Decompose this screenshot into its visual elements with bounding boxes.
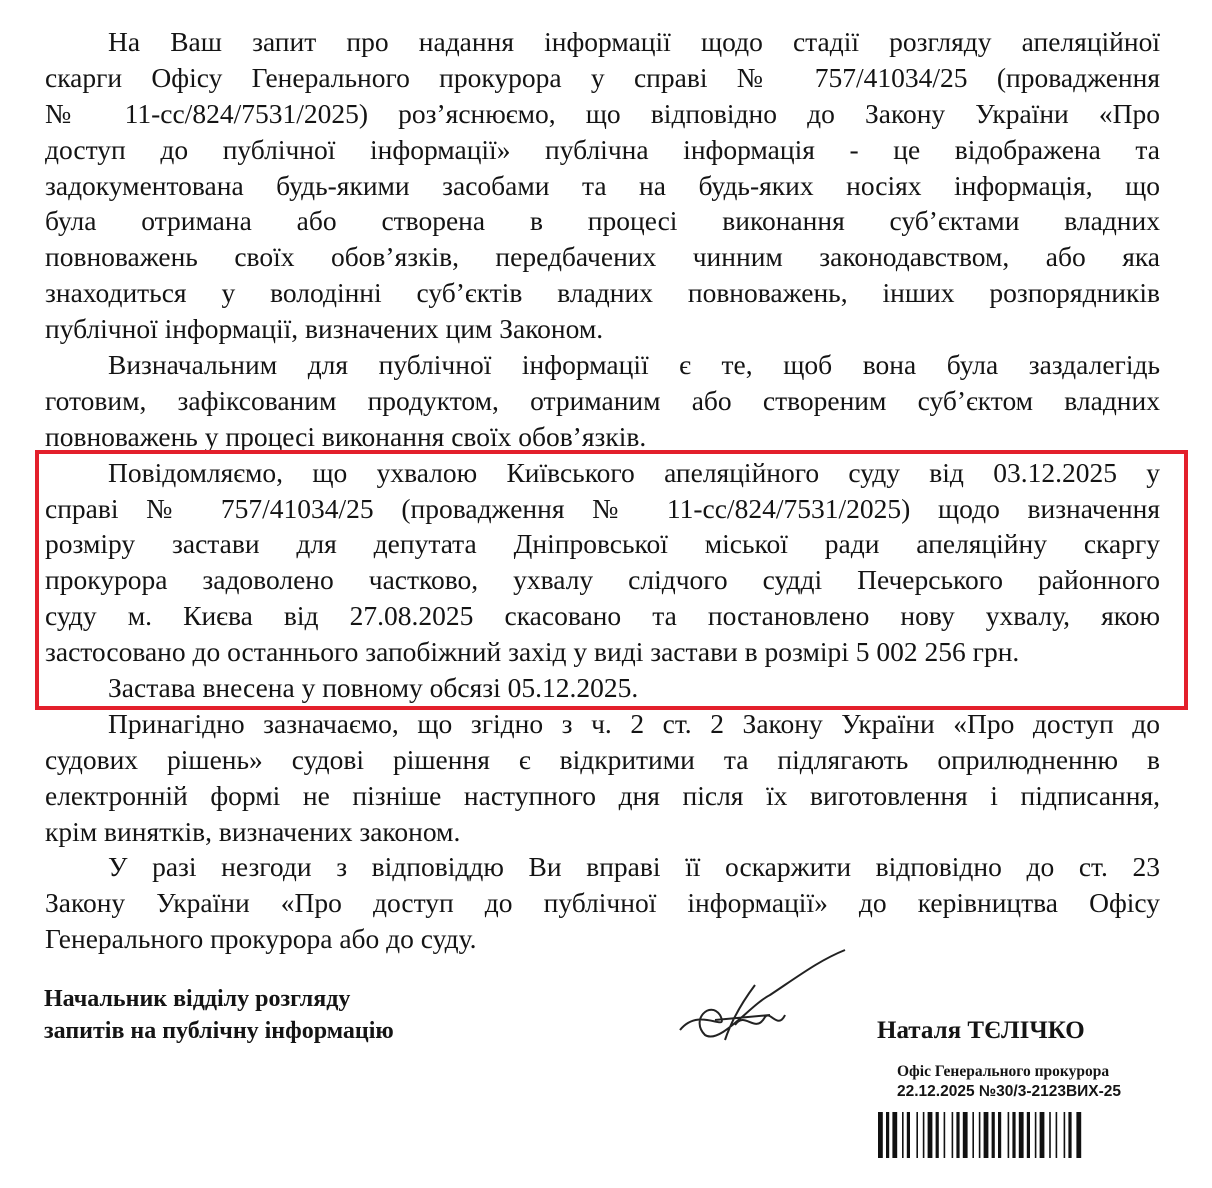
barcode-bar bbox=[1012, 1112, 1015, 1158]
handwritten-signature-icon bbox=[660, 945, 860, 1055]
text-line: задокументована будь-якими засобами та на будь-яких носіях інформація, що bbox=[45, 169, 1160, 201]
barcode-bar bbox=[907, 1112, 910, 1158]
stamp-number: 22.12.2025 №30/3-2123ВИХ-25 bbox=[897, 1083, 1122, 1100]
paragraph bbox=[45, 706, 1160, 850]
text-line: застосовано до останнього запобіжний захід у виді застави в розмірі 5 002 256 грн. bbox=[45, 636, 1020, 668]
barcode-bar bbox=[956, 1112, 959, 1158]
barcode-bar bbox=[1068, 1112, 1071, 1158]
barcode-bar bbox=[1064, 1112, 1066, 1158]
barcode-bar bbox=[1027, 1112, 1030, 1158]
text-line: публічної інформації, визначених цим Законом. bbox=[45, 313, 604, 345]
barcode-bar bbox=[979, 1112, 981, 1158]
signatory-position bbox=[44, 983, 394, 1047]
highlight-box bbox=[35, 450, 1188, 710]
barcode-bar bbox=[928, 1112, 933, 1158]
barcode-bar bbox=[992, 1112, 995, 1158]
text-line: Генерального прокурора або до суду. bbox=[45, 923, 477, 955]
position-line-2: запитів на публічну інформацію bbox=[44, 1018, 394, 1044]
barcode-icon bbox=[878, 1112, 1158, 1162]
barcode-bar bbox=[916, 1112, 918, 1158]
text-line: готовим, зафіксованим продуктом, отриманим або створеним суб’єктом владних bbox=[45, 384, 1160, 416]
barcode-bar bbox=[944, 1112, 946, 1158]
text-line: електронній формі не пізніше наступного дня після їх виготовлення і підписання, bbox=[45, 779, 1160, 811]
text-line: скарги Офісу Генерального прокурора у справі № 757/41034/25 (провадження bbox=[45, 61, 1160, 93]
text-line: справі № 757/41034/25 (провадження № 11-сс/824/7531/2025) щодо визначення bbox=[45, 492, 1160, 524]
barcode-bar bbox=[984, 1112, 989, 1158]
text-line: У разі незгоди з відповіддю Ви вправі її оскаржити відповідно до ст. 23 bbox=[108, 851, 1160, 883]
barcode-bar bbox=[902, 1112, 904, 1158]
barcode-bar bbox=[998, 1112, 1001, 1158]
text-line: була отримана або створена в процесі виконання суб’єктами владних bbox=[45, 205, 1160, 237]
text-line: доступ до публічної інформації» публічна інформація - це відображена та bbox=[45, 133, 1160, 165]
text-line: знаходиться у володінні суб’єктів владних повноважень, інших розпорядників bbox=[45, 277, 1160, 309]
text-line: Визначальним для публічної інформації є те, щоб вона була заздалегідь bbox=[108, 349, 1160, 381]
barcode-bar bbox=[892, 1112, 897, 1158]
text-line: Принагідно зазначаємо, що згідно з ч. 2 ст. 2 Закону України «Про доступ до bbox=[108, 707, 1160, 739]
barcode-bar bbox=[923, 1112, 925, 1158]
barcode-bar bbox=[1076, 1112, 1081, 1158]
barcode-bar bbox=[1040, 1112, 1045, 1158]
barcode-bar bbox=[1008, 1112, 1010, 1158]
text-line: судових рішень» судові рішення є відкритими та підлягають оприлюдненню в bbox=[45, 743, 1160, 775]
text-line: На Ваш запит про надання інформації щодо стадії розгляду апеляційної bbox=[108, 26, 1160, 57]
barcode-bar bbox=[1056, 1112, 1058, 1158]
barcode-bar bbox=[952, 1112, 954, 1158]
text-line: Закону України «Про доступ до публічної інформації» до керівництва Офісу bbox=[45, 887, 1160, 919]
barcode-bar bbox=[963, 1112, 968, 1158]
barcode-bar bbox=[972, 1112, 974, 1158]
barcode-bar bbox=[886, 1112, 889, 1158]
barcode-bar bbox=[878, 1112, 883, 1158]
text-line: повноважень у процесі виконання своїх обов’язків. bbox=[45, 420, 647, 452]
position-line-1: Начальник відділу розгляду bbox=[44, 986, 351, 1012]
text-line: суду м. Києва від 27.08.2025 скасовано та постановлено нову ухвалу, якою bbox=[45, 600, 1160, 632]
signatory-name: Наталя ТЄЛІЧКО bbox=[877, 1017, 1085, 1044]
barcode-bar bbox=[1019, 1112, 1024, 1158]
text-line: № 11-сс/824/7531/2025) роз’яснюємо, що відповідно до Закону України «Про bbox=[45, 97, 1160, 129]
barcode-bar bbox=[936, 1112, 939, 1158]
text-line: прокурора задоволено частково, ухвалу слідчого судді Печерського районного bbox=[45, 564, 1160, 596]
paragraph bbox=[45, 24, 1160, 347]
text-line: Застава внесена у повному обсязі 05.12.2025. bbox=[108, 672, 639, 704]
text-line: Повідомляємо, що ухвалою Київського апеляційного суду від 03.12.2025 у bbox=[108, 456, 1160, 488]
paragraph bbox=[45, 849, 1160, 957]
text-line: розміру застави для депутата Дніпровської міської ради апеляційну скаргу bbox=[45, 528, 1160, 560]
text-line: крім винятків, визначених законом. bbox=[45, 815, 461, 847]
paragraph bbox=[45, 347, 1160, 455]
stamp-organization: Офіс Генерального прокурора bbox=[897, 1063, 1110, 1080]
text-line: повноважень своїх обов’язків, передбачених чинним законодавством, або яка bbox=[45, 241, 1160, 273]
barcode-bar bbox=[1049, 1112, 1051, 1158]
barcode-bar bbox=[1035, 1112, 1037, 1158]
